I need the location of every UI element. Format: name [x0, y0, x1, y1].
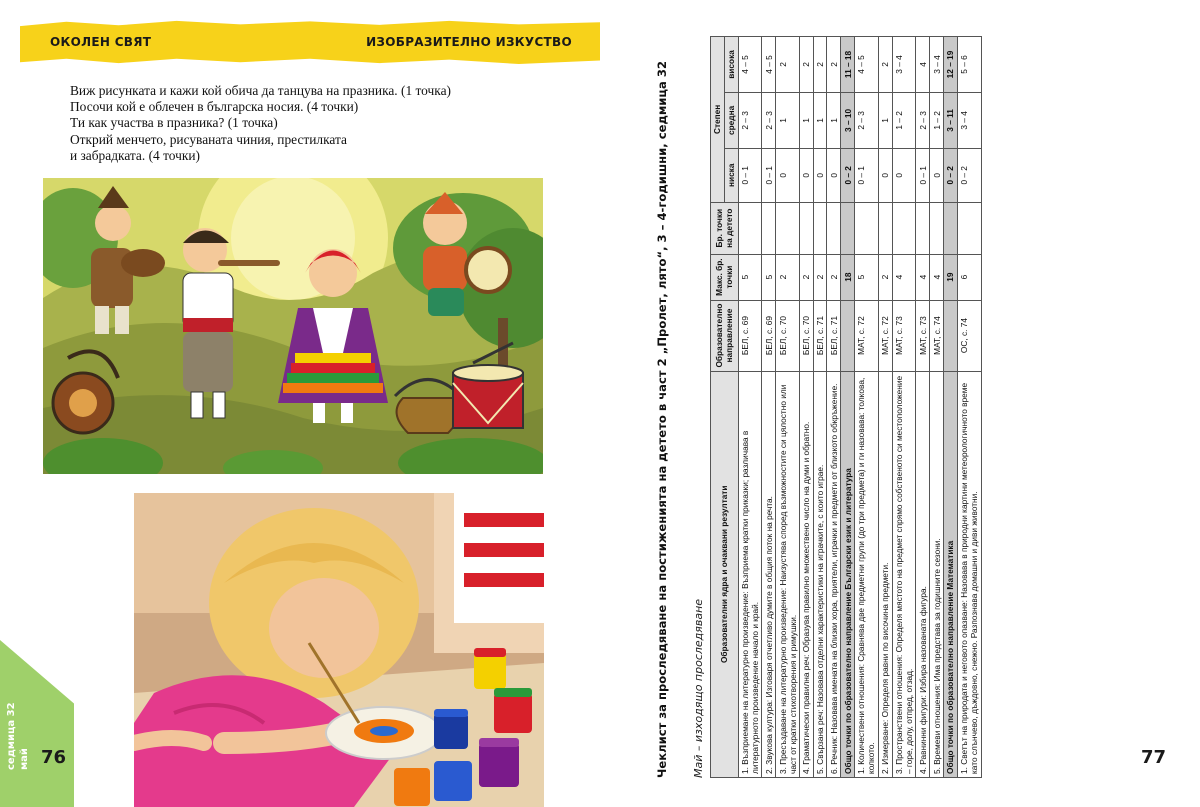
high-level-cell: 4 – 5	[762, 37, 776, 93]
direction-cell: БЕЛ, с. 71	[813, 300, 827, 371]
instruction-line: Виж рисунката и кажи кой обича да танцува на празника. (1 точка)	[70, 83, 451, 98]
child-points-cell	[878, 202, 892, 254]
mid-level-cell: 2 – 3	[738, 92, 762, 148]
high-level-cell: 2	[799, 37, 813, 93]
direction-cell: МАТ, с. 74	[930, 300, 944, 371]
table-row	[855, 37, 879, 778]
direction-cell: МАТ, с. 72	[855, 300, 879, 371]
table-row	[957, 37, 981, 778]
high-level-cell: 12 – 19	[943, 37, 957, 93]
high-level-cell: 3 – 4	[892, 37, 916, 93]
mid-level-cell: 1	[813, 92, 827, 148]
direction-cell: БЕЛ, с. 69	[738, 300, 762, 371]
folk-festival-illustration	[43, 178, 543, 474]
table-row	[738, 37, 762, 778]
high-level-cell: 4 – 5	[855, 37, 879, 93]
low-level-cell: 0	[799, 148, 813, 202]
high-level-cell: 11 – 18	[841, 37, 855, 93]
checklist-table	[710, 36, 982, 778]
week-label: седмица 32	[6, 702, 17, 770]
instruction-line: Ти как участва в празника? (1 точка)	[70, 115, 278, 131]
page-number-left: 76	[41, 747, 67, 768]
rotated-checklist	[655, 36, 1188, 778]
max-points-cell: 5	[762, 254, 776, 300]
high-level-cell: 2	[813, 37, 827, 93]
mid-level-cell: 2 – 3	[762, 92, 776, 148]
outcome-cell: Общо точки по образователно направление Математика	[943, 371, 957, 777]
max-points-cell: 18	[841, 254, 855, 300]
low-level-cell: 0 – 2	[841, 148, 855, 202]
low-level-cell: 0	[813, 148, 827, 202]
low-level-cell: 0 – 2	[943, 148, 957, 202]
illustration-svg	[43, 178, 543, 474]
mid-level-cell: 2 – 3	[916, 92, 930, 148]
max-points-cell: 2	[799, 254, 813, 300]
high-level-cell: 4 – 5	[738, 37, 762, 93]
low-level-cell: 0 – 1	[855, 148, 879, 202]
table-row	[878, 37, 892, 778]
direction-cell: БЕЛ, с. 69	[762, 300, 776, 371]
direction-cell: БЕЛ, с. 70	[776, 300, 800, 371]
outcome-cell: 3. Пространствени отношения: Определя мястото на предмет спрямо собственото си местоположение – горе, долу, отпред, отзад.	[892, 371, 916, 777]
mid-level-cell: 1	[878, 92, 892, 148]
outcome-cell: 2. Измерване: Определя равни по височина предмети.	[878, 371, 892, 777]
max-points-cell: 4	[930, 254, 944, 300]
low-level-cell: 0 – 1	[738, 148, 762, 202]
table-row	[799, 37, 813, 778]
high-level-cell: 5 – 6	[957, 37, 981, 93]
child-points-cell	[776, 202, 800, 254]
max-points-cell: 2	[813, 254, 827, 300]
high-level-cell: 2	[776, 37, 800, 93]
child-points-cell	[762, 202, 776, 254]
mid-level-cell: 3 – 11	[943, 92, 957, 148]
direction-cell: МАТ, с. 73	[892, 300, 916, 371]
child-points-cell	[813, 202, 827, 254]
col-header-low: ниска	[724, 148, 738, 202]
table-total-row	[841, 37, 855, 778]
low-level-cell: 0 – 2	[957, 148, 981, 202]
checklist-title: Чеклист за проследяване на постиженията на детето в част 2 „Пролет, лято“, 3 – 4-годишни, седмица 32	[655, 60, 669, 778]
instruction-line: Открий менчето, рисуваната чиния, престилката	[70, 131, 347, 147]
col-header-mid: средна	[724, 92, 738, 148]
high-level-cell: 4	[916, 37, 930, 93]
table-row	[762, 37, 776, 778]
direction-cell: БЕЛ, с. 71	[827, 300, 841, 371]
outcome-cell: 1. Светът на природата и неговото опазване: Назовава в природни картини метеорологичното време като слънчево, дъждовно, снежно. Разпознава домашни и диви животни.	[957, 371, 981, 777]
low-level-cell: 0 – 1	[762, 148, 776, 202]
outcome-cell: 4. Равнинни фигури: Избира назованата фигура.	[916, 371, 930, 777]
checklist-body	[738, 37, 981, 778]
mid-level-cell: 1 – 2	[930, 92, 944, 148]
instruction-line: и забрадката. (4 точки)	[70, 147, 200, 163]
table-row	[930, 37, 944, 778]
table-row	[813, 37, 827, 778]
col-header-high: висока	[724, 37, 738, 93]
max-points-cell: 4	[916, 254, 930, 300]
checklist-subtitle: Май – изходящо проследяване	[692, 598, 705, 778]
max-points-cell: 2	[878, 254, 892, 300]
mid-level-cell: 1	[827, 92, 841, 148]
mid-level-cell: 1	[799, 92, 813, 148]
outcome-cell: 1. Количествени отношения: Сравнява две предметни групи (до три предмета) и ги назовава: толкова, колкото.	[855, 371, 879, 777]
direction-cell: БЕЛ, с. 70	[799, 300, 813, 371]
table-row	[827, 37, 841, 778]
child-points-cell	[841, 202, 855, 254]
child-points-cell	[930, 202, 944, 254]
outcome-cell: 3. Пресъздаване на литературно произведение: Наизустява според възможностите си цялостно или част от кратки стихотворения и римушки.	[776, 371, 800, 777]
low-level-cell: 0	[827, 148, 841, 202]
child-points-cell	[916, 202, 930, 254]
outcome-cell: 4. Граматически правилна реч: Образува правилно множествено число на думи и обратно.	[799, 371, 813, 777]
low-level-cell: 0 – 1	[916, 148, 930, 202]
mid-level-cell: 1	[776, 92, 800, 148]
col-header-child-points: Бр. точки на детето	[711, 202, 739, 254]
child-points-cell	[799, 202, 813, 254]
instruction-line: Посочи кой е облечен в българска носия. (4 точки)	[70, 99, 359, 115]
table-row	[776, 37, 800, 778]
outcome-cell: Общо точки по образователно направление Български език и литература	[841, 371, 855, 777]
low-level-cell: 0	[776, 148, 800, 202]
low-level-cell: 0	[930, 148, 944, 202]
child-points-cell	[827, 202, 841, 254]
month-label: май	[19, 748, 30, 770]
max-points-cell: 5	[855, 254, 879, 300]
child-points-cell	[957, 202, 981, 254]
table-row	[892, 37, 916, 778]
low-level-cell: 0	[878, 148, 892, 202]
max-points-cell: 4	[892, 254, 916, 300]
outcome-cell: 5. Свързана реч: Назовава отделни характеристики на играчките, с които играе.	[813, 371, 827, 777]
child-points-cell	[892, 202, 916, 254]
child-points-cell	[738, 202, 762, 254]
direction-cell	[943, 300, 957, 371]
high-level-cell: 2	[878, 37, 892, 93]
col-header-outcomes: Образователни ядра и очаквани резултати	[711, 371, 739, 777]
low-level-cell: 0	[892, 148, 916, 202]
girl-painting-photo	[134, 493, 544, 807]
right-page	[600, 0, 1200, 807]
col-header-level: Степен	[711, 37, 725, 203]
outcome-cell: 5. Времеви отношения: Има представа за годишните сезони.	[930, 371, 944, 777]
max-points-cell: 2	[827, 254, 841, 300]
header-subject-left: ОКОЛЕН СВЯТ	[50, 35, 152, 49]
direction-cell: ОС, с. 74	[957, 300, 981, 371]
direction-cell	[841, 300, 855, 371]
outcome-cell: 2. Звукова култура: Изговаря отчетливо думите в общия поток на речта.	[762, 371, 776, 777]
photo-svg	[134, 493, 544, 807]
max-points-cell: 6	[957, 254, 981, 300]
page-number-right: 77	[1141, 747, 1167, 768]
max-points-cell: 2	[776, 254, 800, 300]
col-header-max-points: Макс. бр. точки	[711, 254, 739, 300]
mid-level-cell: 3 – 4	[957, 92, 981, 148]
task-instructions	[70, 83, 530, 164]
mid-level-cell: 2 – 3	[855, 92, 879, 148]
max-points-cell: 19	[943, 254, 957, 300]
direction-cell: МАТ, с. 73	[916, 300, 930, 371]
max-points-cell: 5	[738, 254, 762, 300]
child-points-cell	[855, 202, 879, 254]
outcome-cell: 1. Възприемане на литературно произведение: Възприема кратки приказки; различава в литературното произведение начало и край.	[738, 371, 762, 777]
mid-level-cell: 1 – 2	[892, 92, 916, 148]
table-total-row	[943, 37, 957, 778]
child-points-cell	[943, 202, 957, 254]
col-header-direction: Образователно направление	[711, 300, 739, 371]
table-row	[916, 37, 930, 778]
high-level-cell: 2	[827, 37, 841, 93]
header-subject-right: ИЗОБРАЗИТЕЛНО ИЗКУСТВО	[366, 35, 572, 49]
high-level-cell: 3 – 4	[930, 37, 944, 93]
mid-level-cell: 3 – 10	[841, 92, 855, 148]
direction-cell: МАТ, с. 72	[878, 300, 892, 371]
outcome-cell: 6. Речник: Назовава имената на близки хора, приятели, играчки и предмети от близкото обкръжение.	[827, 371, 841, 777]
